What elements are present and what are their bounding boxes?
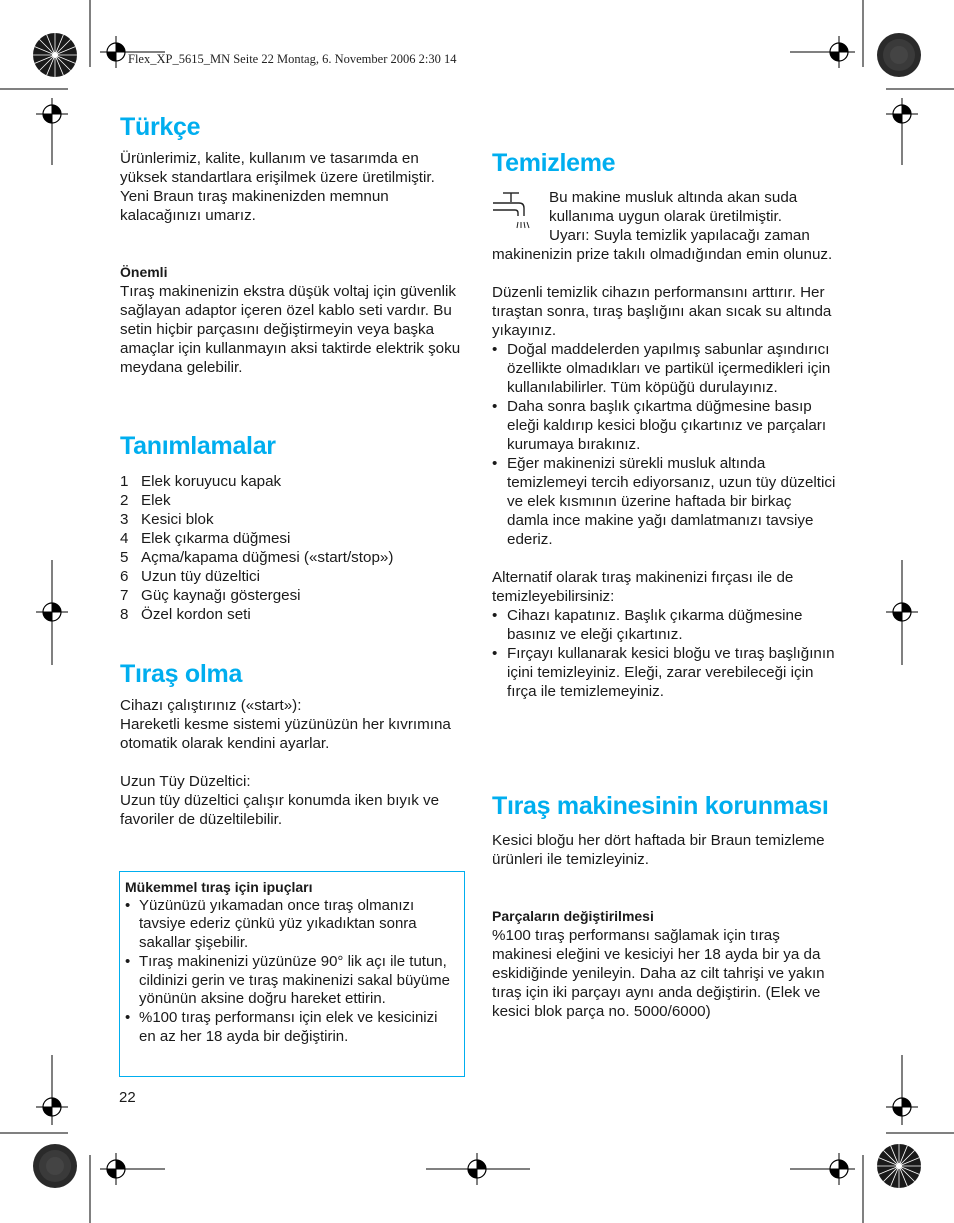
list-item: • Daha sonra başlık çıkartma düğmesine basıp eleği kaldırıp kesici bloğu çıkartınız ve parçaları kurumaya bırakınız. xyxy=(492,397,837,454)
list-item: 5 Açma/kapama düğmesi («start/stop») xyxy=(120,549,394,566)
section-title-definitions: Tanımlamalar xyxy=(120,432,276,460)
shaving-line1: Cihazı çalıştırınız («start»): xyxy=(120,697,302,714)
cleaning-warning: Uyarı: Suyla temizlik yapılacağı zaman makinenizin prize takılı olmadığından emin olunuz. xyxy=(492,227,833,263)
section-title-cleaning: Temizleme xyxy=(492,149,616,177)
list-item: • Doğal maddelerden yapılmış sabunlar aşındırıcı özellikte olmadıkları ve partikül içermedikleri için kullanılabilirler. Tüm köpüğü durulayınız. xyxy=(492,340,837,397)
shaving-section xyxy=(120,659,465,829)
list-item: • %100 tıraş performansı için elek ve kesicinizi en az her 18 ayda bir değiştirin. xyxy=(125,1009,456,1046)
section-title-care: Tıraş makinesinin korunması xyxy=(492,792,829,820)
list-item: • Tıraş makinenizi yüzünüze 90° lik açı ile tutun, cildinizi gerin ve tıraş makinenizi sakal büyüme yönünün aksine doğru hareket ettirin. xyxy=(125,953,456,1009)
shaving-line2: Hareketli kesme sistemi yüzünüzün her kıvrımına otomatik olarak kendini ayarlar. xyxy=(120,716,451,752)
cleaning-section xyxy=(492,148,837,701)
important-text: Tıraş makinenizin ekstra düşük voltaj için güvenlik sağlayan adaptor içeren özel kablo seti vardır. Bu setin hiçbir parçasını değiştirmeyin veya başka amaçlar için kullanmayın aksi taktirde elektrik şoku meydana gelebilir. xyxy=(120,283,461,376)
section-title-shaving: Tıraş olma xyxy=(120,660,243,688)
page-number: 22 xyxy=(119,1089,136,1106)
cleaning-bullets xyxy=(492,340,837,549)
list-item: • Fırçayı kullanarak kesici bloğu ve tıraş başlığının içini temizleyiniz. Eleği, zarar verebileceği için fırça ile temizlemeyiniz. xyxy=(492,644,837,701)
parts-heading: Parçaların değiştirilmesi xyxy=(492,908,654,924)
important-heading: Önemli xyxy=(120,264,168,280)
care-section xyxy=(492,791,837,1021)
section-title-turkce: Türkçe xyxy=(120,113,201,141)
list-item: 1 Elek koruyucu kapak xyxy=(120,473,282,490)
list-item: 8 Özel kordon seti xyxy=(120,606,251,623)
list-item: 7 Güç kaynağı göstergesi xyxy=(120,587,301,604)
tips-box xyxy=(119,871,465,1077)
list-item: 4 Elek çıkarma düğmesi xyxy=(120,530,291,547)
list-item: 2 Elek xyxy=(120,492,171,509)
parts-text: %100 tıraş performansı sağlamak için tıraş makinesi eleğini ve kesiciyi her 18 ayda bir ya da eskidiğinde yenileyin. Daha az cilt tahrişi ve yakın tıraş için iki parçayı aynı anda değiştirin. (Elek ve kesici blok parça no. 5000/6000) xyxy=(492,927,825,1020)
cleaning-alt: Alternatif olarak tıraş makinenizi fırçası ile de temizleyebilirsiniz: xyxy=(492,569,794,605)
list-item: • Cihazı kapatınız. Başlık çıkarma düğmesine basınız ve eleği çıkartınız. xyxy=(492,606,837,644)
cleaning-regular: Düzenli temizlik cihazın performansını arttırır. Her tıraştan sonra, tıraş başlığını akan sıcak su altında yıkayınız. xyxy=(492,284,832,339)
brush-bullets xyxy=(492,606,837,701)
print-slug: Flex_XP_5615_MN Seite 22 Montag, 6. November 2006 2:30 14 xyxy=(128,52,457,66)
cleaning-intro: Bu makine musluk altında akan suda kullanıma uygun olarak üretilmiştir. xyxy=(549,189,798,225)
definitions-list xyxy=(120,472,465,624)
list-item: 3 Kesici blok xyxy=(120,511,214,528)
list-item: • Eğer makinenizi sürekli musluk altında temizlemeyi tercih ediyorsanız, uzun tüy düzeltici ve elek kısmının üzerine haftada bir birkaç damla ince makine yağı damlatmanızı tavsiye ederiz. xyxy=(492,454,837,549)
definitions-section xyxy=(120,431,465,624)
list-item: • Yüzünüzü yıkamadan once tıraş olmanızı tavsiye ederiz çünkü yüz yıkadıktan sonra sakallar şişebilir. xyxy=(125,897,456,953)
care-text: Kesici bloğu her dört haftada bir Braun temizleme ürünleri ile temizleyiniz. xyxy=(492,832,825,868)
tips-heading: Mükemmel tıraş için ipuçları xyxy=(125,879,313,895)
left-column xyxy=(120,112,465,377)
trimmer-heading: Uzun Tüy Düzeltici: xyxy=(120,773,251,790)
water-tap-icon xyxy=(491,190,531,234)
tips-list xyxy=(125,897,456,1047)
intro-text: Ürünlerimiz, kalite, kullanım ve tasarımda en yüksek standartlara erişilmek üzere üretilmiştir. Yeni Braun tıraş makinenizden memnun kalacağınızı umarız. xyxy=(120,150,435,224)
trimmer-text: Uzun tüy düzeltici çalışır konumda iken bıyık ve favoriler de düzeltilebilir. xyxy=(120,792,440,828)
list-item: 6 Uzun tüy düzeltici xyxy=(120,568,261,585)
